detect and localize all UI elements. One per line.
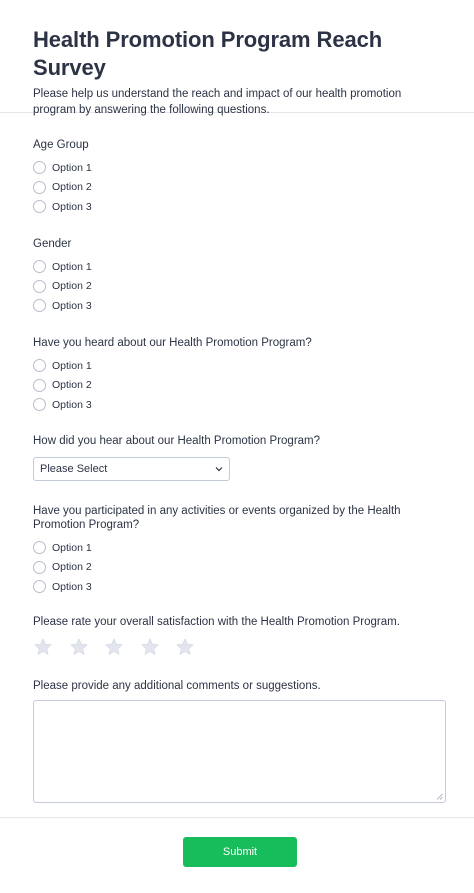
radio-option-label: Option 2 (52, 379, 92, 392)
radio-button[interactable] (33, 561, 46, 574)
question-label: Please provide any additional comments or suggestions. (33, 680, 321, 692)
select-value: Please Select (40, 463, 108, 475)
question-satisfaction (33, 615, 443, 657)
star-icon[interactable] (104, 637, 124, 657)
radio-option-label: Option 1 (52, 161, 92, 174)
radio-button[interactable] (33, 398, 46, 411)
radio-option-label: Option 1 (52, 541, 92, 554)
radio-option-label: Option 2 (52, 561, 92, 574)
radio-button[interactable] (33, 541, 46, 554)
radio-option-label: Option 3 (52, 299, 92, 312)
radio-option-label: Option 1 (52, 359, 92, 372)
radio-option[interactable] (33, 558, 443, 578)
chevron-down-icon (215, 465, 223, 473)
resize-handle-icon[interactable] (436, 793, 443, 800)
question-label: Have you participated in any activities or events organized by the Health Promotion Program? (33, 505, 401, 531)
how-heard-select[interactable] (33, 457, 230, 481)
star-icon[interactable] (175, 637, 195, 657)
radio-option[interactable] (33, 376, 443, 396)
radio-option[interactable] (33, 257, 443, 277)
question-label: How did you hear about our Health Promotion Program? (33, 435, 321, 447)
question-gender (33, 237, 443, 316)
radio-option[interactable] (33, 178, 443, 198)
radio-option[interactable] (33, 395, 443, 415)
radio-option[interactable] (33, 197, 443, 217)
radio-button[interactable] (33, 181, 46, 194)
radio-option[interactable] (33, 538, 443, 558)
comments-textarea[interactable] (33, 700, 446, 803)
submit-button[interactable]: Submit (183, 837, 297, 867)
radio-option[interactable] (33, 277, 443, 297)
star-rating (33, 637, 443, 657)
question-label: Age Group (33, 139, 89, 151)
radio-option-label: Option 2 (52, 280, 92, 293)
star-icon[interactable] (140, 637, 160, 657)
question-heard-about (33, 336, 443, 415)
form-footer (0, 817, 474, 893)
radio-button[interactable] (33, 359, 46, 372)
question-participated (33, 504, 443, 597)
radio-button[interactable] (33, 379, 46, 392)
radio-button[interactable] (33, 200, 46, 213)
radio-option[interactable] (33, 296, 443, 316)
question-comments (33, 679, 443, 803)
question-label: Please rate your overall satisfaction with the Health Promotion Program. (33, 616, 400, 628)
question-age-group (33, 138, 443, 217)
radio-option-label: Option 3 (52, 580, 92, 593)
question-how-heard (33, 434, 443, 481)
radio-option-label: Option 1 (52, 260, 92, 273)
star-icon[interactable] (33, 637, 53, 657)
radio-button[interactable] (33, 161, 46, 174)
radio-button[interactable] (33, 299, 46, 312)
form-header (0, 0, 474, 116)
question-label: Have you heard about our Health Promotion Program? (33, 337, 312, 349)
form-subtitle: Please help us understand the reach and impact of our health promotion program by answering the following questions. (33, 88, 402, 116)
radio-button[interactable] (33, 280, 46, 293)
radio-option-label: Option 3 (52, 200, 92, 213)
radio-button[interactable] (33, 580, 46, 593)
question-label: Gender (33, 238, 72, 250)
form-title: Health Promotion Program Reach Survey (33, 27, 383, 80)
radio-option-label: Option 2 (52, 181, 92, 194)
radio-option-label: Option 3 (52, 398, 92, 411)
radio-option[interactable] (33, 356, 443, 376)
radio-option[interactable] (33, 577, 443, 597)
radio-option[interactable] (33, 158, 443, 178)
radio-button[interactable] (33, 260, 46, 273)
star-icon[interactable] (69, 637, 89, 657)
